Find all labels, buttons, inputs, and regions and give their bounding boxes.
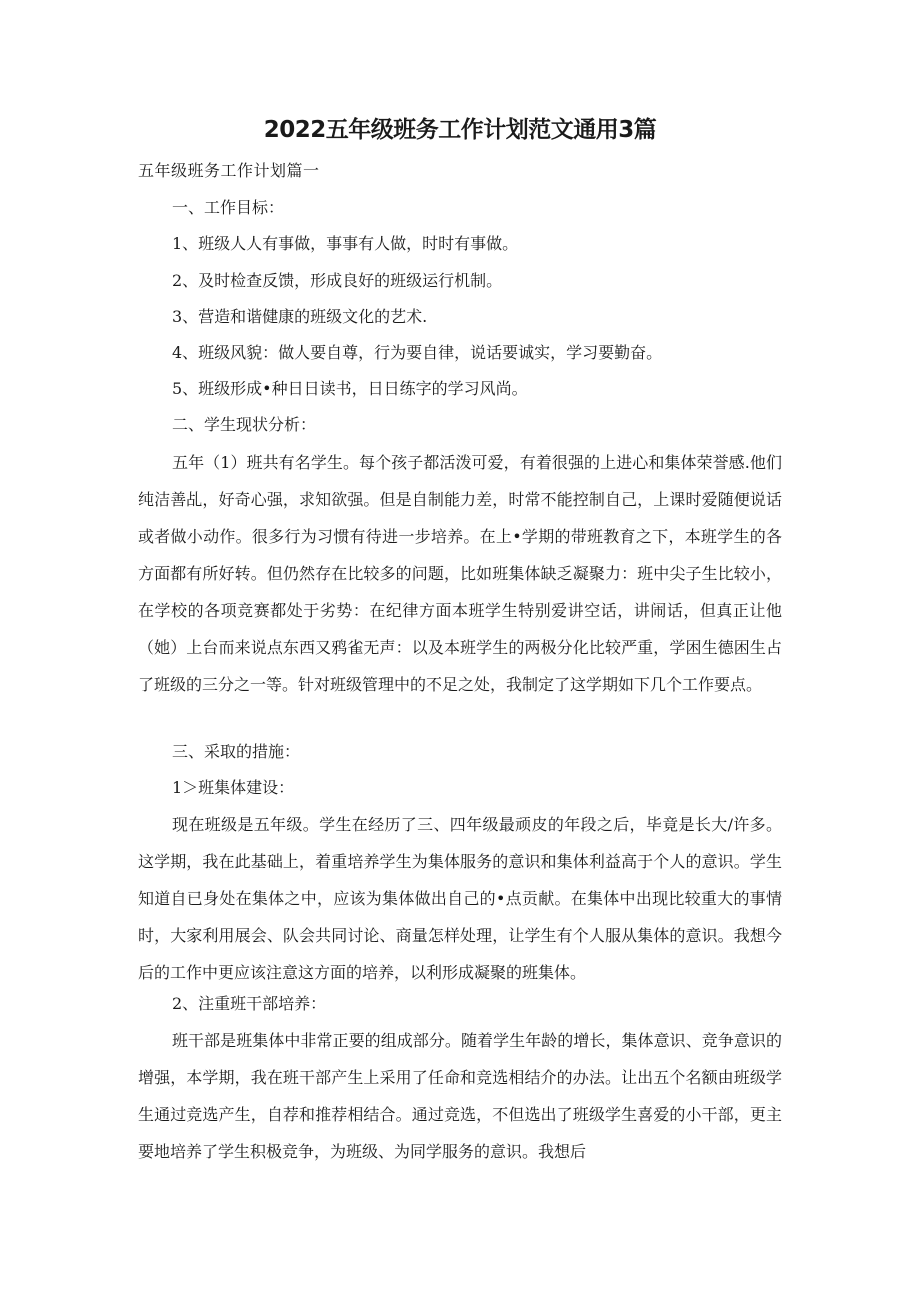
goal-item: 1、班级人人有事做，事事有人做，时时有事做。 <box>172 234 519 253</box>
subheading-cadre-training: 2、注重班干部培养： <box>172 994 327 1013</box>
section-heading-goals: 一、工作目标： <box>172 198 285 217</box>
analysis-paragraph: 五年（1）班共有名学生。每个孩子都活泼可爱，有着很强的上进心和集体荣誉感.他们纯洁善乩，好奇心强，求知欲强。但是自制能力差，时常不能控制自己，上课时爱随便说话或者做小动作。很多行为习惯有待进一步培养。在上•学期的带班教育之下，本班学生的各方面都有所好转。但仍然存在比较多的问题，比如班集体缺乏凝聚力：班中尖子生比较小，在学校的各项竞赛都处于劣势：在纪律方面本班学生特别爱讲空话，讲闹话，但真正让他（她）上台而来说点东西又鸦雀无声：以及本班学生的两极分化比较严重，学困生德困生占了班级的三分之一等。针对班级管理中的不足之处，我制定了这学期如下几个工作要点。 <box>138 453 782 694</box>
document-title: 2022五年级班务工作计划范文通用3篇 <box>263 117 657 143</box>
section-heading-analysis: 二、学生现状分析： <box>172 415 317 434</box>
cadre-training-paragraph: 班干部是班集体中非常正要的组成部分。随着学生年龄的增长，集体意识、竞争意识的增强，本学期，我在班干部产生上采用了任命和竞选相结介的办法。让出五个名额由班级学生通过竞选产生，自荐和推荐相结合。通过竞选，不但选出了班级学生喜爱的小干部，更主要地培养了学生积极竞争，为班级、为同学服务的意识。我想后 <box>138 1031 782 1161</box>
goal-item: 3、营造和谐健康的班级文化的艺术. <box>172 307 428 326</box>
subheading-class-building: 1＞班集体建设： <box>172 778 295 797</box>
goal-item: 4、班级风貌：做人要自尊，行为要自律，说话要诚实，学习要勤奋。 <box>172 343 663 362</box>
document-subtitle: 五年级班务工作计划篇一 <box>138 161 320 180</box>
goal-item: 5、班级形成•种日日读书，日日练字的学习风尚。 <box>172 379 528 398</box>
section-heading-measures: 三、采取的措施： <box>172 742 301 761</box>
class-building-paragraph: 现在班级是五年级。学生在经历了三、四年级最顽皮的年段之后，毕竟是长大/许多。这学期，我在此基础上，着重培养学生为集体服务的意识和集体利益高于个人的意识。学生知道自已身处在集体之中，应该为集体做出自己的•点贡献。在集体中出现比较重大的事情时，大家利用展会、队会共同讨论、商量怎样处理，让学生有个人服从集体的意识。我想今后的工作中更应该注意这方面的培养，以利形成凝聚的班集体。 <box>138 815 782 982</box>
goal-item: 2、及时检查反馈，形成良好的班级运行机制。 <box>172 271 503 290</box>
